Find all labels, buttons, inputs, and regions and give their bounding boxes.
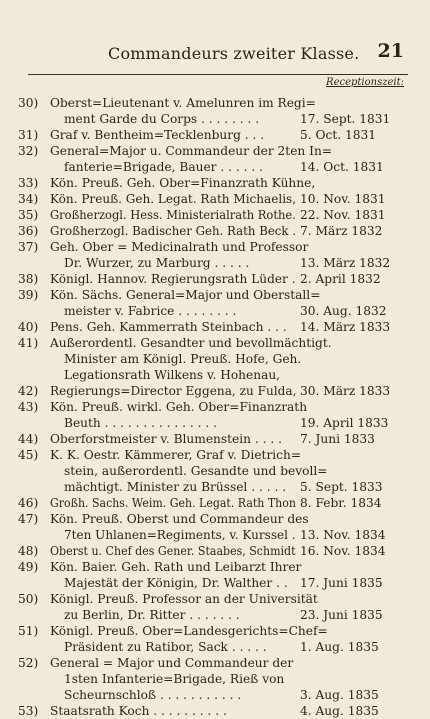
entry-text: mächtigt. Minister zu Brüssel . . . . . <box>64 480 287 494</box>
entry-text: stein, außerordentl. Gesandte und bevoll= <box>64 464 328 478</box>
list-item <box>0 143 430 175</box>
entry-text: Pens. Geh. Kammerrath Steinbach . . . <box>50 320 287 334</box>
entry-line <box>0 591 430 607</box>
entry-text: Großherzogl. Badischer Geh. Rath Beck . <box>50 224 296 238</box>
entry-number: 38) <box>18 272 39 286</box>
header-rule <box>28 74 408 75</box>
entry-line <box>0 479 430 495</box>
reception-date: 4. Aug. 1835 <box>300 704 379 718</box>
entry-line <box>0 111 430 127</box>
reception-date: 3. Aug. 1835 <box>300 688 379 702</box>
entry-line <box>0 639 430 655</box>
entry-text: Kön. Preuß. Geh. Ober=Finanzrath Kühne, <box>50 176 316 190</box>
page-number: 21 <box>377 40 404 62</box>
entry-line <box>0 191 430 207</box>
entry-text: ment Garde du Corps . . . . . . . . <box>64 112 260 126</box>
reception-date: 30. März 1833 <box>300 384 391 398</box>
entry-text: K. K. Oestr. Kämmerer, Graf v. Dietrich= <box>50 448 302 462</box>
entry-line <box>0 447 430 463</box>
list-item <box>0 223 430 239</box>
reception-date: 1. Aug. 1835 <box>300 640 379 654</box>
entry-line <box>0 687 430 703</box>
reception-date: 17. Sept. 1831 <box>300 112 391 126</box>
entry-text: Dr. Wurzer, zu Marburg . . . . . <box>64 256 250 270</box>
entry-text: Staatsrath Koch . . . . . . . . . . <box>50 704 227 718</box>
entry-number: 34) <box>18 192 39 206</box>
entry-line <box>0 495 430 511</box>
entry-text: 7ten Uhlanen=Regiments, v. Kurssel . <box>64 528 296 542</box>
entry-number: 36) <box>18 224 39 238</box>
entry-text: Königl. Hannov. Regierungsrath Lüder . <box>50 272 296 286</box>
list-item <box>0 559 430 591</box>
list-item <box>0 271 430 287</box>
reception-date: 2. April 1832 <box>300 272 381 286</box>
entry-number: 52) <box>18 656 39 670</box>
reception-date: 22. Nov. 1831 <box>300 208 386 222</box>
list-item <box>0 127 430 143</box>
reception-date: 8. Febr. 1834 <box>300 496 382 510</box>
entry-number: 51) <box>18 624 39 638</box>
list-item <box>0 207 430 223</box>
entry-line <box>0 655 430 671</box>
column-header: Receptionszeit: <box>326 77 404 88</box>
entry-number: 44) <box>18 432 39 446</box>
list-item <box>0 335 430 383</box>
entry-text: 1sten Infanterie=Brigade, Rieß von <box>64 672 285 686</box>
reception-date: 7. Juni 1833 <box>300 432 375 446</box>
entry-line <box>0 399 430 415</box>
entry-text: Legationsrath Wilkens v. Hohenau, <box>64 368 281 382</box>
entry-line <box>0 527 430 543</box>
entry-text: Graf v. Bentheim=Tecklenburg . . . <box>50 128 265 142</box>
entry-text: fanterie=Brigade, Bauer . . . . . . <box>64 160 263 174</box>
entry-line <box>0 383 430 399</box>
entry-number: 30) <box>18 96 39 110</box>
reception-date: 10. Nov. 1831 <box>300 192 386 206</box>
entry-line <box>0 127 430 143</box>
entry-line <box>0 287 430 303</box>
entry-number: 32) <box>18 144 39 158</box>
entry-number: 43) <box>18 400 39 414</box>
entry-line <box>0 559 430 575</box>
list-item <box>0 591 430 623</box>
list-item <box>0 447 430 495</box>
reception-date: 30. Aug. 1832 <box>300 304 387 318</box>
reception-date: 13. Nov. 1834 <box>300 528 386 542</box>
entry-text: Beuth . . . . . . . . . . . . . . . <box>64 416 217 430</box>
entry-line <box>0 415 430 431</box>
entry-number: 37) <box>18 240 39 254</box>
reception-date: 23. Juni 1835 <box>300 608 383 622</box>
reception-date: 16. Nov. 1834 <box>300 544 386 558</box>
list-item <box>0 623 430 655</box>
entry-line <box>0 703 430 719</box>
entry-text: Kön. Preuß. Geh. Legat. Rath Michaelis, <box>50 192 297 206</box>
entry-line <box>0 303 430 319</box>
entry-text: Außerordentl. Gesandter und bevollmächtigt. <box>50 336 332 350</box>
running-title: Commandeurs zweiter Klasse. <box>108 44 360 63</box>
list-item <box>0 319 430 335</box>
entry-text: meister v. Fabrice . . . . . . . . <box>64 304 237 318</box>
entry-number: 50) <box>18 592 39 606</box>
entry-number: 53) <box>18 704 39 718</box>
entry-text: Minister am Königl. Preuß. Hofe, Geh. <box>64 352 302 366</box>
entry-number: 41) <box>18 336 39 350</box>
entry-text: Kön. Preuß. Oberst und Commandeur des <box>50 512 309 526</box>
entry-number: 39) <box>18 288 39 302</box>
reception-date: 17. Juni 1835 <box>300 576 383 590</box>
entry-text: General = Major und Commandeur der <box>50 656 294 670</box>
entry-line <box>0 95 430 111</box>
list-item <box>0 495 430 511</box>
entry-line <box>0 671 430 687</box>
entry-line <box>0 335 430 351</box>
entry-line <box>0 207 430 223</box>
list-item <box>0 239 430 271</box>
entry-number: 31) <box>18 128 39 142</box>
entry-text: Regierungs=Director Eggena, zu Fulda, <box>50 384 297 398</box>
entry-text: Oberst=Lieutenant v. Amelunren im Regi= <box>50 96 316 110</box>
list-item <box>0 175 430 191</box>
entry-line <box>0 511 430 527</box>
entry-line <box>0 223 430 239</box>
entry-text: General=Major u. Commandeur der 2ten In= <box>50 144 333 158</box>
entry-number: 49) <box>18 560 39 574</box>
list-item <box>0 431 430 447</box>
entry-line <box>0 543 430 559</box>
entry-text: Majestät der Königin, Dr. Walther . . <box>64 576 288 590</box>
entry-text: Großherzogl. Hess. Ministerialrath Rothe. <box>50 208 296 222</box>
entry-text: Scheurnschloß . . . . . . . . . . . <box>64 688 242 702</box>
list-item <box>0 703 430 719</box>
list-item <box>0 511 430 543</box>
entry-line <box>0 367 430 383</box>
entry-line <box>0 175 430 191</box>
entry-number: 46) <box>18 496 39 510</box>
entry-text: Großh. Sachs. Weim. Geh. Legat. Rath Thon <box>50 496 296 510</box>
list-item <box>0 543 430 559</box>
reception-date: 5. Oct. 1831 <box>300 128 376 142</box>
entry-text: Kön. Preuß. wirkl. Geh. Ober=Finanzrath <box>50 400 308 414</box>
entry-number: 42) <box>18 384 39 398</box>
entry-line <box>0 463 430 479</box>
reception-date: 13. März 1832 <box>300 256 391 270</box>
entry-text: Königl. Preuß. Ober=Landesgerichts=Chef= <box>50 624 328 638</box>
entry-number: 40) <box>18 320 39 334</box>
entry-text: Präsident zu Ratibor, Sack . . . . . <box>64 640 267 654</box>
list-item <box>0 95 430 127</box>
entry-number: 45) <box>18 448 39 462</box>
entry-line <box>0 319 430 335</box>
reception-date: 5. Sept. 1833 <box>300 480 383 494</box>
entry-list <box>0 95 430 719</box>
entry-number: 33) <box>18 176 39 190</box>
entry-text: Geh. Ober = Medicinalrath und Professor <box>50 240 309 254</box>
entry-text: zu Berlin, Dr. Ritter . . . . . . . <box>64 608 240 622</box>
entry-line <box>0 159 430 175</box>
reception-date: 14. März 1833 <box>300 320 391 334</box>
entry-text: Oberforstmeister v. Blumenstein . . . . <box>50 432 283 446</box>
entry-line <box>0 607 430 623</box>
entry-line <box>0 271 430 287</box>
entry-line <box>0 239 430 255</box>
list-item <box>0 287 430 319</box>
entry-line <box>0 351 430 367</box>
entry-number: 48) <box>18 544 39 558</box>
reception-date: 14. Oct. 1831 <box>300 160 384 174</box>
entry-line <box>0 255 430 271</box>
entry-line <box>0 623 430 639</box>
reception-date: 19. April 1833 <box>300 416 389 430</box>
entry-line <box>0 575 430 591</box>
entry-text: Oberst u. Chef des Gener. Staabes, Schmidt <box>50 544 296 558</box>
entry-text: Königl. Preuß. Professor an der Universität <box>50 592 318 606</box>
entry-text: Kön. Sächs. General=Major und Oberstall= <box>50 288 321 302</box>
entry-line <box>0 431 430 447</box>
list-item <box>0 191 430 207</box>
list-item <box>0 383 430 399</box>
entry-text: Kön. Baier. Geh. Rath und Leibarzt Ihrer <box>50 560 302 574</box>
page-header <box>28 40 408 70</box>
reception-date: 7. März 1832 <box>300 224 383 238</box>
list-item <box>0 399 430 431</box>
entry-number: 47) <box>18 512 39 526</box>
entry-number: 35) <box>18 208 39 222</box>
entry-line <box>0 143 430 159</box>
list-item <box>0 655 430 703</box>
